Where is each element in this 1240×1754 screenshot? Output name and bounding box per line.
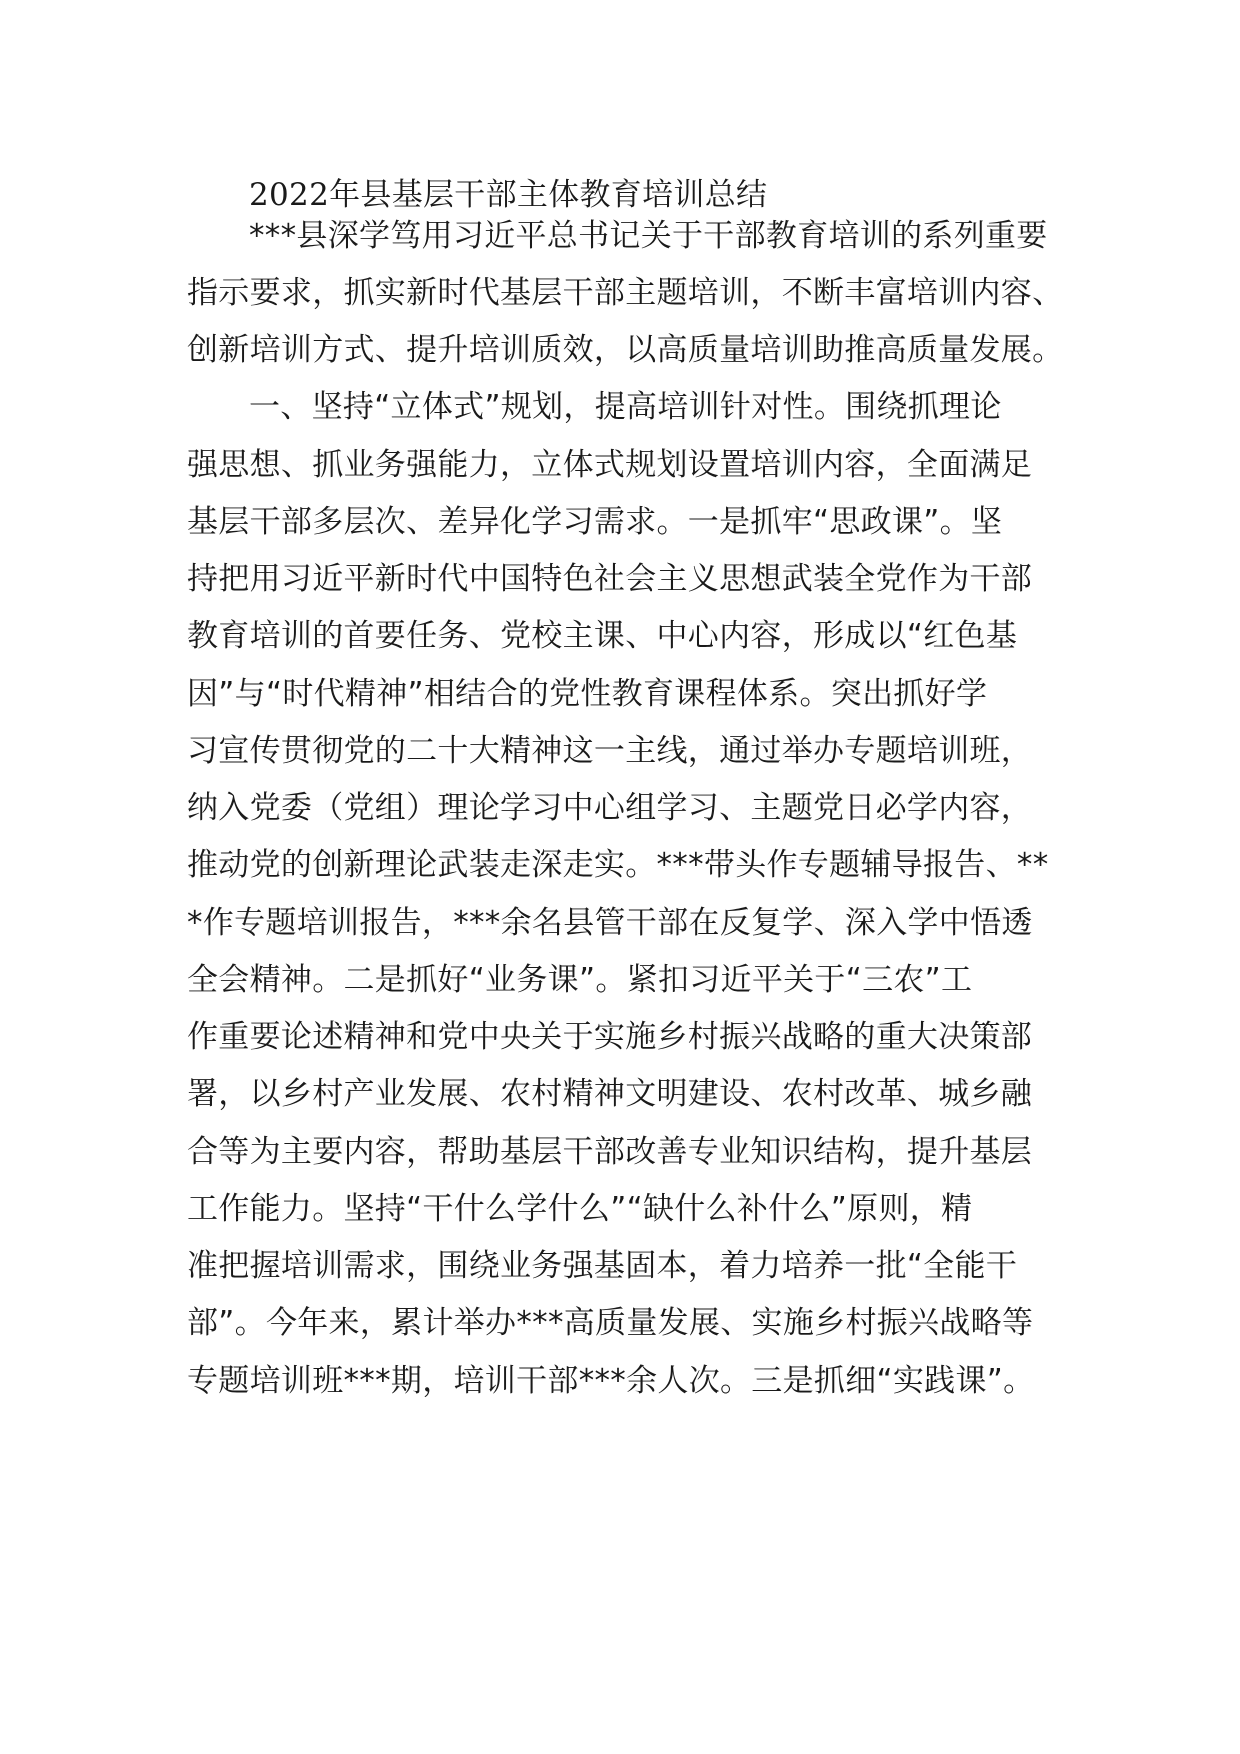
paragraph-line: 教育培训的首要任务、党校主课、中心内容，形成以“红色基 [187,618,1018,654]
paragraph-line: 作重要论述精神和党中央关于实施乡村振兴战略的重大决策部 [187,1019,1033,1055]
paragraph-line: 习宣传贯彻党的二十大精神这一主线，通过举办专题培训班， [187,733,1033,769]
paragraph-line: 工作能力。坚持“干什么学什么”“缺什么补什么”原则，精 [187,1191,973,1227]
paragraph-line: 一、坚持“立体式”规划，提高培训针对性。围绕抓理论 [249,389,1002,425]
paragraph-line: *作专题培训报告，***余名县管干部在反复学、深入学中悟透 [187,905,1033,941]
paragraph-line: 专题培训班***期，培训干部***余人次。三是抓细“实践课”。 [187,1363,1035,1399]
paragraph-line: 创新培训方式、提升培训质效，以高质量培训助推高质量发展。 [187,332,1064,368]
paragraph-line: 持把用习近平新时代中国特色社会主义思想武装全党作为干部 [187,561,1033,597]
paragraph-line: 部”。今年来，累计举办***高质量发展、实施乡村振兴战略等 [187,1305,1034,1341]
paragraph-line: 强思想、抓业务强能力，立体式规划设置培训内容，全面满足 [187,447,1033,483]
paragraph-line: 基层干部多层次、差异化学习需求。一是抓牢“思政课”。坚 [187,504,1003,540]
paragraph-line: 指示要求，抓实新时代基层干部主题培训，不断丰富培训内容、 [187,275,1064,311]
paragraph-line: 纳入党委（党组）理论学习中心组学习、主题党日必学内容， [187,790,1033,826]
paragraph-line: 因”与“时代精神”相结合的党性教育课程体系。突出抓好学 [187,676,988,712]
paragraph-line: 推动党的创新理论武装走深走实。***带头作专题辅导报告、** [187,847,1049,883]
paragraph-line: ***县深学笃用习近平总书记关于干部教育培训的系列重要 [249,218,1048,254]
paragraph-line: 署，以乡村产业发展、农村精神文明建设、农村改革、城乡融 [187,1076,1033,1112]
paragraph-line: 全会精神。二是抓好“业务课”。紧扣习近平关于“三农”工 [187,962,973,998]
paragraph-line: 合等为主要内容，帮助基层干部改善专业知识结构，提升基层 [187,1134,1033,1170]
paragraph-line: 准把握培训需求，围绕业务强基固本，着力培养一批“全能干 [187,1248,1018,1284]
document-title: 2022年县基层干部主体教育培训总结 [249,177,768,213]
